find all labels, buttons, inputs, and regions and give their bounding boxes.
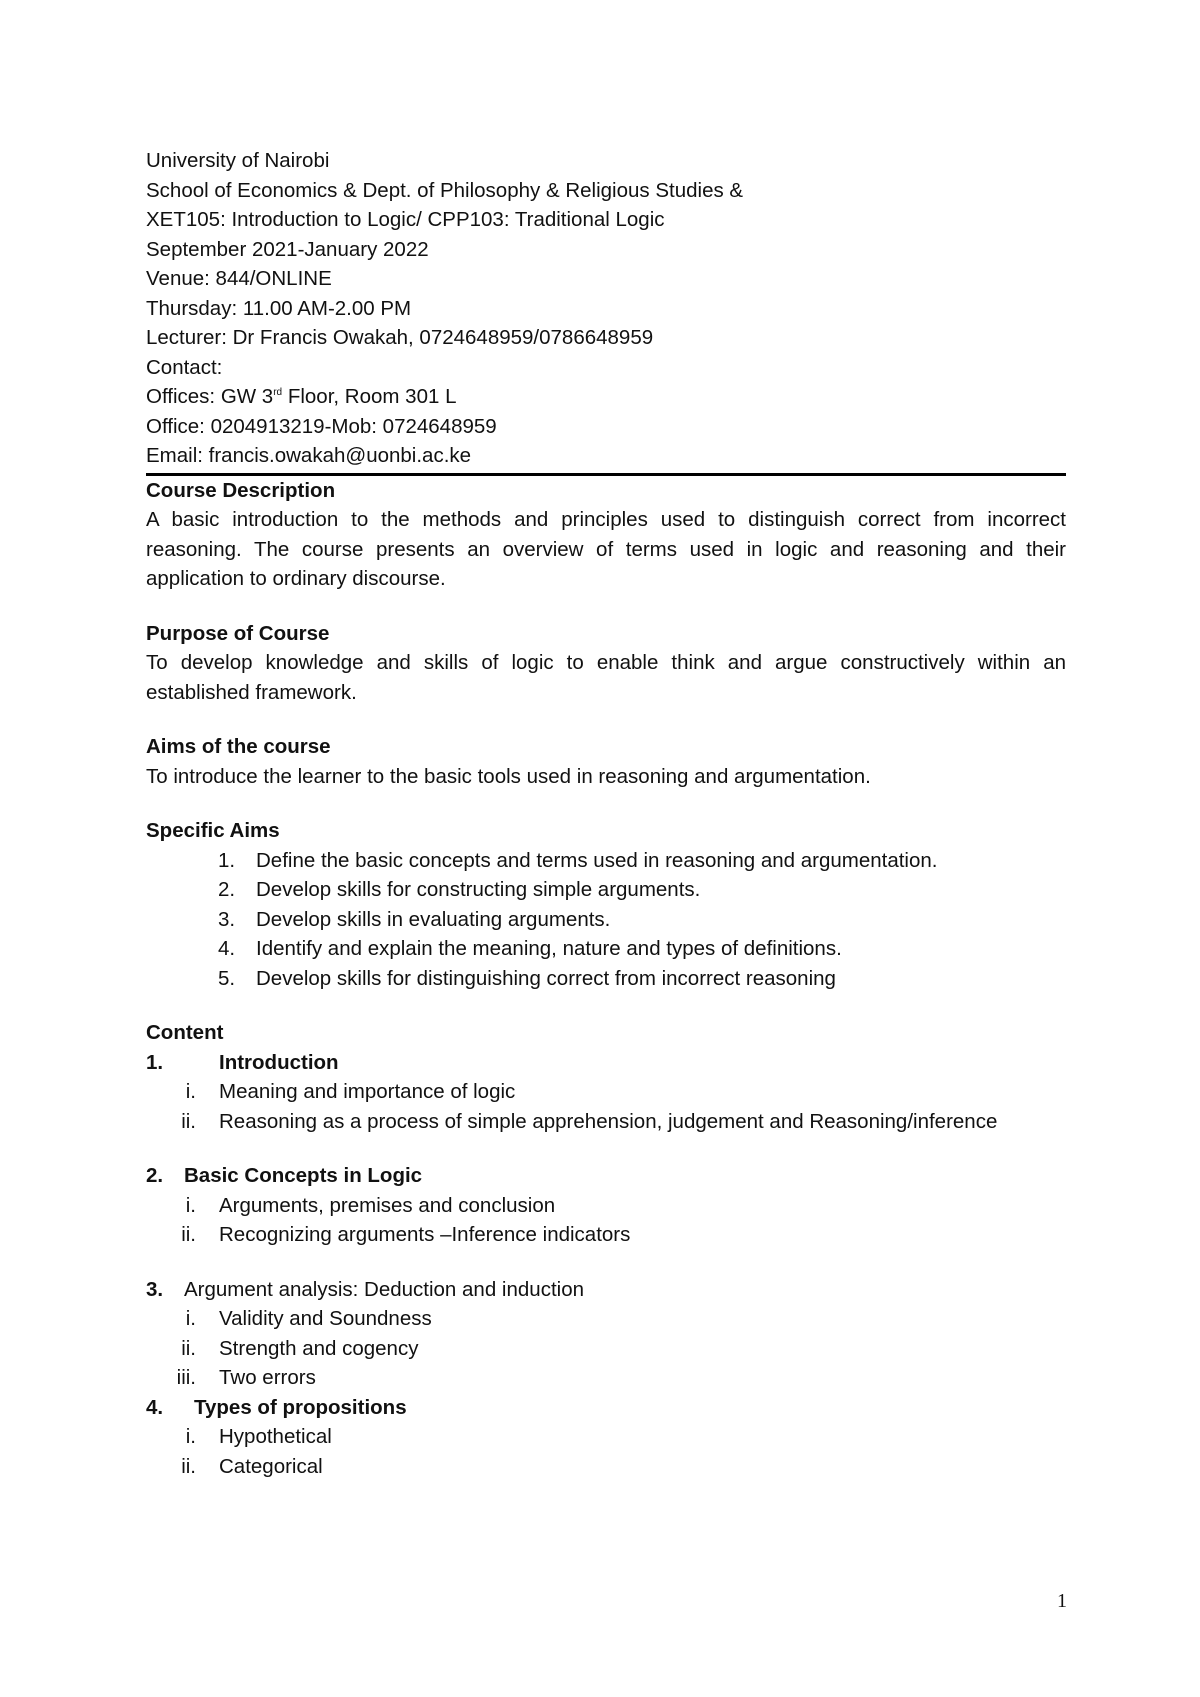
subitem-number: i. (185, 1193, 196, 1217)
office-phone: Office: 0204913219-Mob: 0724648959 (146, 414, 497, 438)
section-title: Introduction (219, 1050, 339, 1074)
subitem-text: Arguments, premises and conclusion (219, 1193, 556, 1217)
content-section-title (146, 1393, 1066, 1423)
content-subitem (146, 1422, 1066, 1452)
subitem-text: Meaning and importance of logic (219, 1080, 516, 1103)
subitem-number: i. (185, 1080, 196, 1103)
offices-suffix: Floor, Room 301 L (282, 385, 457, 408)
list-item-text: Identify and explain the meaning, nature and types of definitions. (256, 937, 842, 960)
course-description-heading: Course Description (146, 478, 336, 502)
spacer (146, 1250, 1066, 1275)
spacer (146, 594, 1066, 619)
content-subitem (146, 1191, 1066, 1221)
aims-body: To introduce the learner to the basic tools used in reasoning and argumentation. (146, 764, 871, 788)
subitem-text: Strength and cogency (219, 1336, 419, 1360)
school-name: School of Economics & Dept. of Philosophy & Religious Studies & (146, 178, 744, 202)
subitem-text: Two errors (219, 1366, 316, 1389)
venue: Venue: 844/ONLINE (146, 267, 332, 290)
course-description-body: A basic introduction to the methods and principles used to distinguish correct from incorrect reasoning. The course presents an overview of terms used in logic and reasoning and their application to ordinary discourse. (146, 508, 1066, 590)
list-item (146, 934, 1066, 964)
subitem-number: ii. (181, 1109, 196, 1133)
content-section-title (146, 1048, 1066, 1078)
aims-heading: Aims of the course (146, 735, 331, 758)
offices-superscript: rd (273, 387, 283, 398)
purpose-body: To develop knowledge and skills of logic to enable think and argue constructively within an established framework. (146, 651, 1066, 704)
content-subitem (146, 1077, 1066, 1107)
spacer (146, 993, 1066, 1018)
university-name: University of Nairobi (146, 149, 330, 172)
section-number: 3. (146, 1277, 164, 1301)
subitem-text: Categorical (219, 1454, 323, 1478)
contact-label: Contact: (146, 355, 223, 379)
list-item-number: 5. (218, 966, 236, 990)
subitem-text: Hypothetical (219, 1425, 332, 1448)
content-section-title (146, 1275, 1066, 1305)
document-content (146, 146, 1066, 1481)
class-time: Thursday: 11.00 AM-2.00 PM (146, 296, 412, 320)
specific-aims-heading: Specific Aims (146, 819, 280, 842)
list-item (146, 964, 1066, 994)
list-item-number: 2. (218, 878, 236, 901)
content-subitem (146, 1107, 1066, 1137)
offices-location (146, 382, 1066, 412)
list-item (146, 846, 1066, 876)
content-section-title (146, 1161, 1066, 1191)
content-subitem (146, 1363, 1066, 1393)
purpose-heading: Purpose of Course (146, 621, 330, 645)
content-subitem (146, 1452, 1066, 1482)
section-title: Argument analysis: Deduction and induction (184, 1277, 584, 1301)
content-subitem (146, 1304, 1066, 1334)
subitem-number: ii. (181, 1223, 196, 1246)
list-item-number: 3. (218, 907, 236, 931)
subitem-text: Recognizing arguments –Inference indicators (219, 1223, 631, 1246)
list-item-text: Develop skills for constructing simple arguments. (256, 878, 701, 901)
course-code: XET105: Introduction to Logic/ CPP103: Traditional Logic (146, 208, 665, 231)
specific-aims-list (146, 846, 1066, 994)
section-number: 2. (146, 1164, 164, 1187)
lecturer: Lecturer: Dr Francis Owakah, 0724648959/0786648959 (146, 326, 654, 349)
subitem-number: i. (185, 1307, 196, 1330)
course-period: September 2021-January 2022 (146, 237, 429, 261)
content-subitem (146, 1334, 1066, 1364)
spacer (146, 791, 1066, 816)
page-number: 1 (1057, 1590, 1067, 1612)
list-item-text: Develop skills for distinguishing correct from incorrect reasoning (256, 966, 836, 990)
list-item-number: 4. (218, 937, 236, 960)
email: Email: francis.owakah@uonbi.ac.ke (146, 444, 472, 467)
section-number: 4. (146, 1395, 164, 1419)
list-item-text: Develop skills in evaluating arguments. (256, 907, 611, 931)
spacer (146, 1136, 1066, 1161)
list-item-number: 1. (218, 848, 236, 872)
list-item (146, 905, 1066, 935)
subitem-number: ii. (181, 1336, 196, 1360)
content-heading: Content (146, 1021, 224, 1044)
list-item-text: Define the basic concepts and terms used in reasoning and argumentation. (256, 848, 938, 872)
subitem-text: Reasoning as a process of simple apprehension, judgement and Reasoning/inference (219, 1109, 998, 1133)
section-title: Types of propositions (194, 1395, 407, 1419)
content-subitem (146, 1220, 1066, 1250)
subitem-number: iii. (176, 1366, 196, 1389)
list-item (146, 875, 1066, 905)
subitem-number: ii. (181, 1454, 196, 1478)
spacer (146, 707, 1066, 732)
section-title: Basic Concepts in Logic (184, 1164, 423, 1187)
section-number: 1. (146, 1050, 164, 1074)
offices-prefix: Offices: GW 3 (146, 385, 274, 408)
subitem-text: Validity and Soundness (219, 1307, 432, 1330)
subitem-number: i. (185, 1425, 196, 1448)
